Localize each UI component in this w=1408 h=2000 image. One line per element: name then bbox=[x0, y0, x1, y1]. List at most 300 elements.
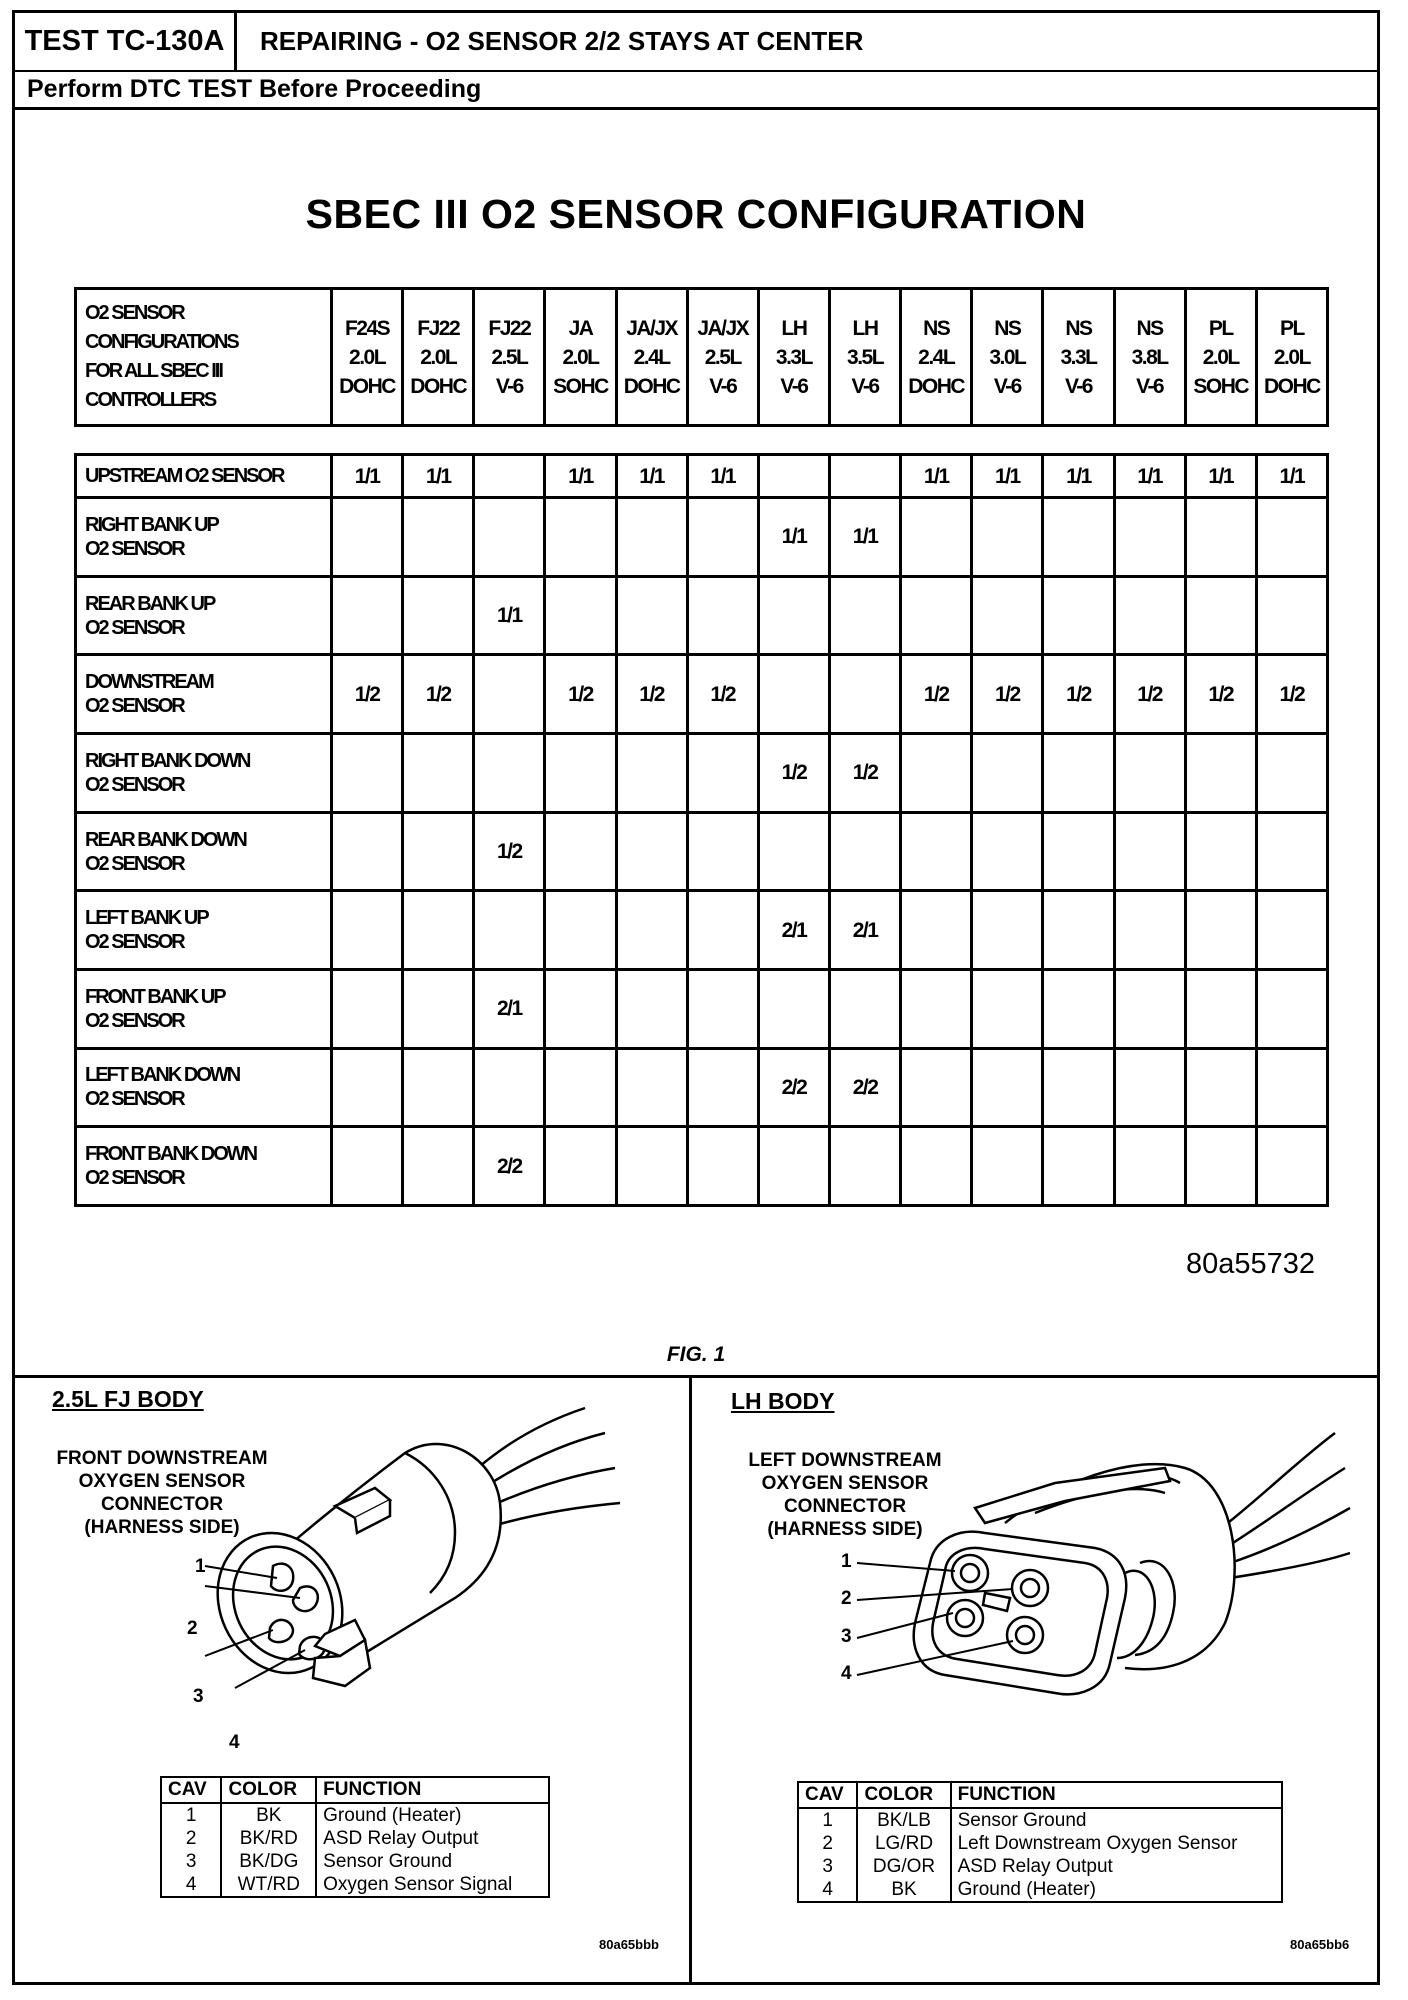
sensor-cell bbox=[758, 812, 829, 891]
sensor-row bbox=[76, 970, 1328, 1049]
sensor-cell bbox=[901, 812, 972, 891]
label-line: FRONT DOWNSTREAM bbox=[56, 1448, 268, 1469]
column-header-line: 2.0L bbox=[1273, 345, 1310, 369]
column-header-line: JA bbox=[568, 316, 593, 340]
sensor-cell bbox=[1185, 576, 1256, 655]
sensor-cell: 1/1 bbox=[403, 455, 474, 498]
column-header-line: PL bbox=[1208, 316, 1233, 340]
sensor-cell bbox=[758, 970, 829, 1049]
sensor-cell bbox=[972, 812, 1043, 891]
panel-divider bbox=[689, 1375, 692, 1985]
sensor-cell bbox=[687, 891, 758, 970]
right-cavity-table bbox=[797, 1781, 1283, 1903]
sensor-cell bbox=[972, 891, 1043, 970]
function-cell: Ground (Heater) bbox=[316, 1803, 549, 1827]
label-line: (HARNESS SIDE) bbox=[84, 1517, 240, 1538]
row-label-line: O2 SENSOR bbox=[85, 931, 184, 954]
sensor-cell: 2/1 bbox=[758, 891, 829, 970]
column-header-line: 2.0L bbox=[420, 345, 457, 369]
row-label-line: RIGHT BANK DOWN bbox=[85, 749, 250, 772]
sensor-cell: 1/2 bbox=[1114, 655, 1185, 734]
left-figure-code: 80a65bbb bbox=[599, 1937, 659, 1952]
sensor-cell bbox=[1185, 812, 1256, 891]
sensor-cell: 1/1 bbox=[1256, 455, 1327, 498]
cavity-row bbox=[798, 1832, 1282, 1855]
sensor-row bbox=[76, 891, 1328, 970]
sensor-cell bbox=[829, 455, 900, 498]
sensor-cell bbox=[332, 970, 403, 1049]
vehicle-column-header bbox=[1114, 289, 1185, 426]
document-page bbox=[12, 10, 1380, 1985]
sensor-cell bbox=[1043, 576, 1114, 655]
sensor-cell bbox=[545, 812, 616, 891]
sensor-row-label bbox=[76, 734, 332, 813]
row-label-line: DOWNSTREAM bbox=[85, 671, 213, 694]
configuration-header-label bbox=[76, 289, 332, 426]
column-header-line: DOHC bbox=[339, 374, 395, 398]
cav-cell: 4 bbox=[161, 1873, 221, 1897]
row-label-line: UPSTREAM O2 SENSOR bbox=[85, 465, 284, 488]
sensor-cell: 1/2 bbox=[1185, 655, 1256, 734]
vehicle-column-header bbox=[616, 289, 687, 426]
sensor-cell bbox=[1114, 812, 1185, 891]
sensor-cell: 1/2 bbox=[474, 812, 545, 891]
sensor-cell bbox=[403, 576, 474, 655]
column-header-line: JA/JX bbox=[697, 316, 749, 340]
sensor-cell bbox=[545, 498, 616, 577]
sensor-cell bbox=[1185, 1127, 1256, 1206]
sensor-cell: 1/1 bbox=[829, 498, 900, 577]
vehicle-column-header bbox=[687, 289, 758, 426]
cav-cell: 3 bbox=[161, 1850, 221, 1873]
function-header: FUNCTION bbox=[316, 1777, 549, 1803]
label-line: OXYGEN SENSOR bbox=[78, 1471, 246, 1492]
sensor-cell bbox=[972, 576, 1043, 655]
sensor-cell bbox=[545, 891, 616, 970]
column-header-line: SOHC bbox=[1193, 374, 1249, 398]
sensor-cell bbox=[403, 891, 474, 970]
sensor-cell bbox=[829, 576, 900, 655]
sensor-row bbox=[76, 1127, 1328, 1206]
sensor-cell bbox=[901, 1127, 972, 1206]
sensor-row bbox=[76, 734, 1328, 813]
vehicle-column-header bbox=[332, 289, 403, 426]
configuration-table bbox=[74, 453, 1329, 1207]
sensor-cell bbox=[1043, 891, 1114, 970]
column-header-line: F24S bbox=[344, 316, 390, 340]
left-cavity-table bbox=[160, 1776, 550, 1898]
sensor-cell bbox=[545, 1048, 616, 1127]
row-label-line: LEFT BANK DOWN bbox=[85, 1064, 240, 1087]
sensor-cell bbox=[1256, 970, 1327, 1049]
label-line: (HARNESS SIDE) bbox=[767, 1519, 923, 1540]
sensor-cell: 1/2 bbox=[332, 655, 403, 734]
vehicle-column-header bbox=[545, 289, 616, 426]
row-label-line: O2 SENSOR bbox=[85, 1167, 184, 1190]
sensor-cell: 1/1 bbox=[474, 576, 545, 655]
column-header-line: 2.4L bbox=[633, 345, 670, 369]
column-header-line: 3.3L bbox=[1060, 345, 1097, 369]
column-header-line: V-6 bbox=[1136, 374, 1164, 398]
sensor-cell bbox=[474, 498, 545, 577]
sensor-row bbox=[76, 455, 1328, 498]
cavity-row bbox=[161, 1850, 549, 1873]
column-header-line: FJ22 bbox=[417, 316, 460, 340]
sensor-cell: 1/1 bbox=[758, 498, 829, 577]
sensor-cell bbox=[687, 970, 758, 1049]
vehicle-column-header bbox=[829, 289, 900, 426]
sensor-row-label bbox=[76, 1127, 332, 1206]
sensor-row-label bbox=[76, 455, 332, 498]
sensor-cell bbox=[1256, 1127, 1327, 1206]
sensor-cell bbox=[403, 970, 474, 1049]
sensor-cell bbox=[1185, 498, 1256, 577]
sensor-cell bbox=[758, 455, 829, 498]
left-panel-title: 2.5L FJ BODY bbox=[52, 1386, 204, 1412]
sensor-cell: 1/1 bbox=[1185, 455, 1256, 498]
cav-cell: 2 bbox=[161, 1827, 221, 1850]
column-header-line: V-6 bbox=[780, 374, 808, 398]
label-line: OXYGEN SENSOR bbox=[761, 1473, 929, 1494]
sensor-cell bbox=[758, 1127, 829, 1206]
sensor-cell bbox=[474, 655, 545, 734]
cav-header: CAV bbox=[161, 1777, 221, 1803]
right-figure-code: 80a65bb6 bbox=[1290, 1937, 1350, 1952]
sensor-cell bbox=[1256, 498, 1327, 577]
column-header-line: PL bbox=[1279, 316, 1304, 340]
row-label-line: RIGHT BANK UP bbox=[85, 513, 218, 536]
sensor-cell bbox=[1256, 576, 1327, 655]
header-label-line: CONTROLLERS bbox=[85, 389, 216, 411]
color-header: COLOR bbox=[221, 1777, 316, 1803]
sensor-cell bbox=[616, 970, 687, 1049]
sensor-row-label bbox=[76, 655, 332, 734]
function-cell: Ground (Heater) bbox=[951, 1878, 1282, 1902]
vehicle-column-header bbox=[403, 289, 474, 426]
column-header-line: 2.0L bbox=[349, 345, 386, 369]
row-label-line: O2 SENSOR bbox=[85, 537, 184, 560]
sensor-cell bbox=[901, 576, 972, 655]
header-label-line: O2 SENSOR bbox=[85, 302, 184, 324]
cavity-row bbox=[798, 1878, 1282, 1902]
color-cell: BK bbox=[857, 1878, 950, 1902]
color-cell: WT/RD bbox=[221, 1873, 316, 1897]
figure-code: 80a55732 bbox=[1185, 1248, 1315, 1280]
pin-4-label: 4 bbox=[229, 1732, 240, 1753]
sensor-cell: 1/2 bbox=[972, 655, 1043, 734]
sensor-cell bbox=[545, 576, 616, 655]
sensor-cell: 1/1 bbox=[545, 455, 616, 498]
row-label-line: O2 SENSOR bbox=[85, 695, 184, 718]
column-header-line: NS bbox=[923, 316, 950, 340]
sensor-cell bbox=[687, 1048, 758, 1127]
sensor-cell bbox=[545, 734, 616, 813]
sensor-cell bbox=[1256, 812, 1327, 891]
row-label-line: O2 SENSOR bbox=[85, 852, 184, 875]
sensor-cell bbox=[687, 1127, 758, 1206]
sensor-cell bbox=[545, 970, 616, 1049]
sensor-cell bbox=[332, 1127, 403, 1206]
sensor-cell: 1/2 bbox=[758, 734, 829, 813]
configuration-title: SBEC III O2 SENSOR CONFIGURATION bbox=[305, 191, 1087, 237]
column-header-line: 3.0L bbox=[989, 345, 1026, 369]
sensor-cell: 1/1 bbox=[332, 455, 403, 498]
row-label-line: LEFT BANK UP bbox=[85, 907, 208, 930]
sensor-cell bbox=[972, 498, 1043, 577]
sensor-cell bbox=[1043, 1127, 1114, 1206]
sensor-cell: 1/2 bbox=[687, 655, 758, 734]
vehicle-column-header bbox=[474, 289, 545, 426]
function-cell: Sensor Ground bbox=[316, 1850, 549, 1873]
sensor-cell: 1/2 bbox=[1256, 655, 1327, 734]
column-header-line: V-6 bbox=[495, 374, 523, 398]
column-header-line: 2.4L bbox=[918, 345, 955, 369]
color-cell: BK/DG bbox=[221, 1850, 316, 1873]
sensor-cell bbox=[972, 970, 1043, 1049]
sensor-cell bbox=[332, 891, 403, 970]
vehicle-column-header bbox=[1185, 289, 1256, 426]
sensor-cell bbox=[616, 1048, 687, 1127]
row-label-line: FRONT BANK DOWN bbox=[85, 1143, 257, 1166]
test-id: TEST TC-130A bbox=[15, 13, 237, 70]
sensor-row-label bbox=[76, 498, 332, 577]
column-header-line: 2.5L bbox=[491, 345, 528, 369]
figure-label: FIG. 1 bbox=[666, 1343, 726, 1366]
cavity-row bbox=[798, 1808, 1282, 1832]
sensor-cell bbox=[1043, 498, 1114, 577]
sensor-cell bbox=[474, 734, 545, 813]
column-header-line: DOHC bbox=[908, 374, 965, 398]
section-divider bbox=[15, 1375, 1377, 1378]
sensor-cell: 2/1 bbox=[474, 970, 545, 1049]
sensor-cell bbox=[1114, 970, 1185, 1049]
cavity-row bbox=[161, 1827, 549, 1850]
column-header-line: V-6 bbox=[851, 374, 879, 398]
column-header-line: 2.0L bbox=[1202, 345, 1239, 369]
column-header-line: DOHC bbox=[410, 374, 467, 398]
column-header-line: DOHC bbox=[623, 374, 680, 398]
cav-cell: 2 bbox=[798, 1832, 857, 1855]
sensor-cell bbox=[901, 891, 972, 970]
sensor-cell bbox=[616, 891, 687, 970]
sensor-cell bbox=[403, 734, 474, 813]
sensor-cell bbox=[829, 970, 900, 1049]
cav-cell: 4 bbox=[798, 1878, 857, 1902]
pin-2-label: 2 bbox=[187, 1618, 198, 1639]
cav-cell: 3 bbox=[798, 1855, 857, 1878]
sensor-cell bbox=[972, 1127, 1043, 1206]
column-header-line: FJ22 bbox=[488, 316, 531, 340]
color-cell: DG/OR bbox=[857, 1855, 950, 1878]
sensor-cell bbox=[474, 455, 545, 498]
column-header-line: 3.5L bbox=[847, 345, 884, 369]
sensor-row-label bbox=[76, 970, 332, 1049]
row-label-line: O2 SENSOR bbox=[85, 1009, 184, 1032]
pin-3-label: 3 bbox=[193, 1686, 204, 1707]
label-line: CONNECTOR bbox=[100, 1494, 224, 1515]
cav-cell: 1 bbox=[161, 1803, 221, 1827]
sensor-cell bbox=[1043, 1048, 1114, 1127]
sensor-cell bbox=[616, 812, 687, 891]
column-header-line: V-6 bbox=[709, 374, 737, 398]
color-cell: BK/RD bbox=[221, 1827, 316, 1850]
sensor-row-label bbox=[76, 576, 332, 655]
sensor-cell bbox=[687, 734, 758, 813]
sensor-row-label bbox=[76, 812, 332, 891]
cav-cell: 1 bbox=[798, 1808, 857, 1832]
column-header-line: 2.5L bbox=[704, 345, 741, 369]
sensor-cell bbox=[545, 1127, 616, 1206]
right-panel-title: LH BODY bbox=[731, 1388, 835, 1414]
sensor-cell: 1/2 bbox=[829, 734, 900, 813]
sensor-row bbox=[76, 655, 1328, 734]
sensor-row bbox=[76, 498, 1328, 577]
sensor-cell: 1/1 bbox=[616, 455, 687, 498]
sensor-cell: 1/1 bbox=[1114, 455, 1185, 498]
sensor-cell: 1/2 bbox=[545, 655, 616, 734]
sensor-cell bbox=[332, 498, 403, 577]
sensor-cell bbox=[901, 498, 972, 577]
sensor-cell bbox=[332, 734, 403, 813]
cavity-row bbox=[161, 1873, 549, 1897]
sensor-cell bbox=[332, 1048, 403, 1127]
column-header-line: 3.3L bbox=[775, 345, 812, 369]
column-header-line: JA/JX bbox=[626, 316, 678, 340]
sensor-cell bbox=[403, 812, 474, 891]
header-bar bbox=[15, 13, 1377, 72]
column-header-line: 3.8L bbox=[1131, 345, 1168, 369]
vehicle-column-header bbox=[758, 289, 829, 426]
row-label-line: O2 SENSOR bbox=[85, 773, 184, 796]
sensor-cell bbox=[403, 498, 474, 577]
function-cell: Sensor Ground bbox=[951, 1808, 1282, 1832]
row-label-line: REAR BANK DOWN bbox=[85, 828, 246, 851]
sensor-cell bbox=[1043, 970, 1114, 1049]
sensor-cell: 1/2 bbox=[1043, 655, 1114, 734]
vehicle-column-header bbox=[972, 289, 1043, 426]
column-header-line: NS bbox=[1136, 316, 1163, 340]
cavity-row bbox=[161, 1803, 549, 1827]
sensor-cell bbox=[616, 498, 687, 577]
sensor-cell bbox=[758, 576, 829, 655]
column-header-line: LH bbox=[852, 316, 878, 340]
row-label-line: FRONT BANK UP bbox=[85, 985, 225, 1008]
sensor-cell bbox=[1256, 1048, 1327, 1127]
sensor-cell: 1/1 bbox=[687, 455, 758, 498]
label-line: LEFT DOWNSTREAM bbox=[748, 1450, 942, 1471]
function-cell: Left Downstream Oxygen Sensor bbox=[951, 1832, 1282, 1855]
sensor-cell: 1/1 bbox=[1043, 455, 1114, 498]
sensor-cell: 2/2 bbox=[758, 1048, 829, 1127]
sensor-cell bbox=[758, 655, 829, 734]
sensor-cell bbox=[829, 1127, 900, 1206]
header-label-line: CONFIGURATIONS bbox=[85, 331, 238, 353]
sensor-cell bbox=[687, 498, 758, 577]
sensor-cell bbox=[1256, 891, 1327, 970]
color-cell: BK/LB bbox=[857, 1808, 950, 1832]
sensor-cell bbox=[972, 1048, 1043, 1127]
pin-2-label: 2 bbox=[841, 1588, 852, 1609]
sensor-row-label bbox=[76, 891, 332, 970]
function-cell: Oxygen Sensor Signal bbox=[316, 1873, 549, 1897]
sensor-cell bbox=[687, 576, 758, 655]
sensor-cell bbox=[1185, 891, 1256, 970]
sensor-cell bbox=[972, 734, 1043, 813]
sensor-row bbox=[76, 812, 1328, 891]
sensor-cell: 1/1 bbox=[972, 455, 1043, 498]
sensor-cell: 1/2 bbox=[616, 655, 687, 734]
sensor-cell bbox=[616, 1127, 687, 1206]
test-title: REPAIRING - O2 SENSOR 2/2 STAYS AT CENTER bbox=[260, 26, 864, 56]
pin-3-label: 3 bbox=[841, 1626, 852, 1647]
function-cell: ASD Relay Output bbox=[951, 1855, 1282, 1878]
sensor-cell bbox=[1043, 812, 1114, 891]
row-label-line: O2 SENSOR bbox=[85, 616, 184, 639]
configuration-header-table bbox=[74, 287, 1329, 427]
pin-1-label: 1 bbox=[841, 1551, 852, 1572]
sensor-row bbox=[76, 1048, 1328, 1127]
sensor-cell: 2/2 bbox=[829, 1048, 900, 1127]
sensor-cell bbox=[1114, 734, 1185, 813]
sensor-cell bbox=[403, 1048, 474, 1127]
sensor-cell bbox=[403, 1127, 474, 1206]
sensor-cell bbox=[687, 812, 758, 891]
row-label-line: O2 SENSOR bbox=[85, 1088, 184, 1111]
lh-connector-drawing bbox=[835, 1413, 1355, 1743]
sensor-cell bbox=[1043, 734, 1114, 813]
sensor-cell bbox=[616, 576, 687, 655]
sensor-cell bbox=[1185, 734, 1256, 813]
label-line: CONNECTOR bbox=[783, 1496, 907, 1517]
pin-1-label: 1 bbox=[195, 1556, 206, 1577]
vehicle-column-header bbox=[1256, 289, 1327, 426]
sensor-cell bbox=[1185, 970, 1256, 1049]
sensor-cell bbox=[616, 734, 687, 813]
sensor-cell bbox=[474, 1048, 545, 1127]
sensor-cell bbox=[1114, 891, 1185, 970]
cavity-row bbox=[798, 1855, 1282, 1878]
sensor-cell bbox=[901, 970, 972, 1049]
column-header-line: V-6 bbox=[1064, 374, 1092, 398]
vehicle-column-header bbox=[901, 289, 972, 426]
sensor-row bbox=[76, 576, 1328, 655]
sensor-cell bbox=[474, 891, 545, 970]
sensor-cell bbox=[1114, 576, 1185, 655]
column-header-line: NS bbox=[1065, 316, 1092, 340]
pin-4-label: 4 bbox=[841, 1663, 852, 1684]
column-header-line: V-6 bbox=[993, 374, 1021, 398]
column-header-line: 2.0L bbox=[562, 345, 599, 369]
color-header: COLOR bbox=[857, 1782, 950, 1808]
column-header-line: NS bbox=[994, 316, 1021, 340]
sensor-cell: 1/1 bbox=[901, 455, 972, 498]
column-header-line: DOHC bbox=[1263, 374, 1320, 398]
vehicle-column-header bbox=[1043, 289, 1114, 426]
sensor-cell bbox=[1114, 1048, 1185, 1127]
function-header: FUNCTION bbox=[951, 1782, 1282, 1808]
column-header-line: LH bbox=[781, 316, 807, 340]
sensor-cell bbox=[1256, 734, 1327, 813]
sensor-cell bbox=[332, 812, 403, 891]
sensor-cell bbox=[332, 576, 403, 655]
sensor-cell bbox=[901, 734, 972, 813]
header-label-line: FOR ALL SBEC III bbox=[85, 360, 222, 382]
color-cell: LG/RD bbox=[857, 1832, 950, 1855]
column-header-line: SOHC bbox=[553, 374, 608, 398]
sensor-cell: 2/2 bbox=[474, 1127, 545, 1206]
sensor-cell bbox=[829, 812, 900, 891]
sensor-cell bbox=[1185, 1048, 1256, 1127]
